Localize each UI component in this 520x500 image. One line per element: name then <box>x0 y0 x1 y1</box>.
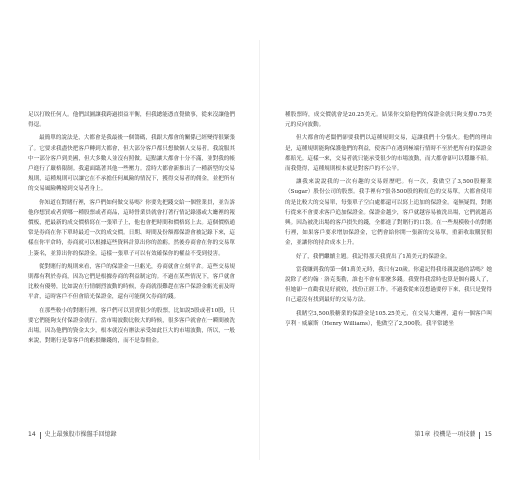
paragraph: 從對賭行的規則來看，客戶的保證金一旦虧光，券商就會立刻平倉。這些交易規則都有利於券商，因為它們是根據券商的利益制定的。不過在某些情況下，客戶就會比較有優勢，比如說在行情劇烈波動的時候，券商就很難趕在客戶保證金虧光前及時平倉，這時客戶不但會賠光保證金，還有可能倒欠券商的錢。 <box>28 263 235 301</box>
footer-divider <box>40 432 41 439</box>
paragraph: 我賭空3,500股糖業的保證金是105.25美元，在交易大廳裡，還有一個客戶叫亨利‧威廉斯（Henry Williams），他做空了2,500股。我平常總坐 <box>285 310 492 327</box>
right-page-body <box>285 110 492 329</box>
footer-divider <box>479 432 480 439</box>
paragraph: 你知道在對賭行裡，客戶們如何做交易嗎？你要先把錢交給一個營業員，並告訴他你想買或者賣哪一種股票或者商品，這時營業員就會打著行情記錄器或大廳裡的報價板，把最新的成交價格寫在一張單子上，他也會把時間和價格寫上去。這個價格通常是券商在你下單時最近一次的成交價。日期、時間及份額都保證會被記錄下來，這樣在你平倉時，券商就可以根據這些資料計算出你的盈虧。然後券商會在你的交易單上簽名，並算出你的保證金。這樣一張單子可以有效確保你的權益不受到侵害。 <box>28 199 235 257</box>
paragraph: 好了，我們繼續主題。我記得那天我賣出了1萬美元的保證金。 <box>296 253 451 260</box>
right-page-footer <box>415 431 492 439</box>
running-head-chapter: 第1章 <box>414 431 431 438</box>
paragraph: 種股票時，成交價就會是20.25美元。結果你交給他們的保證金就只夠支撐0.75美元的反向波動。 <box>285 112 492 129</box>
paragraph: 當我賺到我的第一個1萬美元時，我只有20歲。你還記得我母親說過的話嗎？她說除了老約翰‧洛克斐勒，誰也不會有那麼多錢。我覺得我當時也算是個有錢人了，但她卻一直勸我見好就收，找份正經工作。不過我從來沒想過要停下來，我只是覺得自己還沒有找到最好的交易方法。 <box>285 266 492 304</box>
paragraph: 足以打敗任何人。他們試圖讓我跨過損益平衡，但我總能憑直覺做事，從來沒讓他們得逞。 <box>28 112 235 129</box>
paragraph: 在那些較小的對賭行裡，客戶們可以買賣很少的股票，比如說5股或者10股，只要它們能夠支付保證金就行。當市場波動比較大的時候，很多客戶就會在一瞬間被洗出場。因為他們的資金太少，根本就沒有辦法承受如此巨大的市場波動，所以，一般來說，對賭行是靠客戶的虧損賺錢的，而不是靠佣金。 <box>28 307 235 345</box>
right-page <box>260 0 520 500</box>
paragraph: 最簡單的說法是，大都會是我最後一個籌碼，我跟大都會的關係已經變得很緊張了。它要求我盡快把客戶轉到大都會，但大部分客戶都只想做個人交易者。我說服其中一部分客戶到美國，但大多數人並沒有照做。這點讓大都會十分不滿，並對我的帳戶進行了嚴格限制。我還面臨著其他一些壓力。當時大都會新推出了一種新型的交易規則，這種規則可以讓它在不承擔任何風險的情況下，獲得交易者的佣金，並把所有的交易風險轉嫁到交易者身上。 <box>28 135 235 193</box>
running-head-book-title: 史上最強股市操盤手回憶錄 <box>44 431 117 438</box>
left-page-footer <box>28 431 117 439</box>
page-number: 15 <box>484 431 492 438</box>
paragraph: 但大都會的老闆們卻要我們以這種規則交易，這讓我們十分惱火。他們的理由是，這種規則能夠保護他們的利益，使客戶在遇到極端行情時不至於把所有的保證金都賠光。這樣一來，交易者就只能承受很少的市場波動，而大都會卻可以穩賺不賠。而我覺得，這種規則根本就是對客戶的不公平。 <box>285 135 492 173</box>
page-number: 14 <box>28 431 36 438</box>
running-head-chapter-title: 投機是一項技藝 <box>433 431 476 438</box>
left-page-body <box>28 110 235 346</box>
paragraph: 讓我來說說我的一次有趣的交易經歷吧。有一次，我做空了3,500股糖業（Sugar）股份公司的股票。我手裡有7張各500股的粉紅色的交易單，大都會使用的是比較大的交易單，每張單子空白處都還可以寫上追加的保證金。毫無疑問，對賭行從來不會要求客戶追加保證金。保證金越少，客戶就越容易被洗出場，它們就越高興。因為被洗出場的客戶損失的錢，全都進了對賭行的口袋。在一些規模較小的對賭行裡，如果客戶要求增加保證金，它們會給你開一張新的交易單，重新收取購買佣金，並讓你的持倉成本上升。 <box>285 179 492 247</box>
